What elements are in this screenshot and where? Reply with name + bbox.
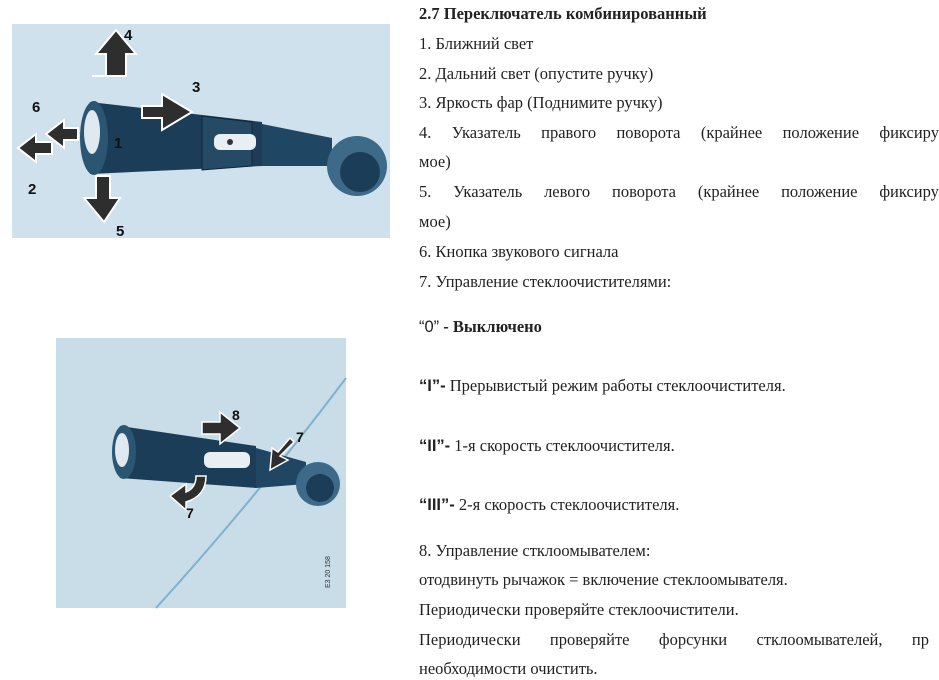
mode-key: “I”- xyxy=(419,377,446,395)
wiper-mode-off xyxy=(419,317,542,337)
mode-text: 1-я скорость стеклоочистителя. xyxy=(450,436,675,455)
callout-3: 3 xyxy=(192,79,201,96)
callout-5: 5 xyxy=(116,223,125,240)
stalk-window xyxy=(204,452,250,468)
check-wipers: Периодически проверяйте стеклоочистители. xyxy=(419,600,739,619)
stalk-window xyxy=(214,134,256,150)
callout-6: 6 xyxy=(32,99,41,116)
wiper-mode-speed1 xyxy=(419,436,675,456)
check-nozzles: Периодически проверяйте форсунки стклоомывателей, пр xyxy=(419,630,929,649)
item-left-turn: 5. Указатель левого поворота (крайнее положение фиксиру xyxy=(419,182,939,201)
wiper-mode-intermittent xyxy=(419,376,786,396)
callout-2: 2 xyxy=(28,181,37,198)
item-left-turn-cont: мое) xyxy=(419,212,451,231)
callout-7-upper: 7 xyxy=(296,429,304,445)
figure-code: E3 20 158 xyxy=(325,556,332,588)
stalk-illustration xyxy=(12,24,390,238)
check-nozzles-cont: необходимости очистить. xyxy=(419,659,598,678)
callout-4: 4 xyxy=(124,27,133,44)
section-title: 2.7 Переключатель комбинированный xyxy=(419,4,707,23)
turn-signal-stalk-figure xyxy=(12,24,390,238)
item-headlight-flash: 3. Яркость фар (Поднимите ручку) xyxy=(419,93,663,112)
mode-key: “0” xyxy=(419,318,440,336)
item-wipers: 7. Управление стеклоочистителями: xyxy=(419,272,672,291)
item-right-turn: 4. Указатель правого поворота (крайнее положение фиксиру xyxy=(419,123,939,142)
item-washer: 8. Управление стклоомывателем: xyxy=(419,541,651,560)
item-low-beam: 1. Ближний свет xyxy=(419,34,534,53)
mode-dash: - Выключено xyxy=(439,317,542,336)
wiper-illustration xyxy=(56,338,346,608)
mode-key: “III”- xyxy=(419,496,455,514)
item-right-turn-cont: мое) xyxy=(419,152,451,171)
mode-key: “II”- xyxy=(419,437,451,455)
mode-text: 2-я скорость стеклоочистителя. xyxy=(454,495,680,514)
item-washer-line2: отодвинуть рычажок = включение стеклоомывателя. xyxy=(419,570,788,589)
wiper-stalk-figure xyxy=(56,338,346,608)
item-high-beam: 2. Дальний свет (опустите ручку) xyxy=(419,64,654,83)
callout-7-lower: 7 xyxy=(186,505,194,521)
item-horn: 6. Кнопка звукового сигнала xyxy=(419,242,619,261)
callout-1: 1 xyxy=(114,135,123,152)
horn-button xyxy=(84,110,100,154)
wiper-mode-speed2 xyxy=(419,495,679,515)
callout-8: 8 xyxy=(232,407,240,423)
mode-text: Прерывистый режим работы стеклоочистителя. xyxy=(445,376,786,395)
